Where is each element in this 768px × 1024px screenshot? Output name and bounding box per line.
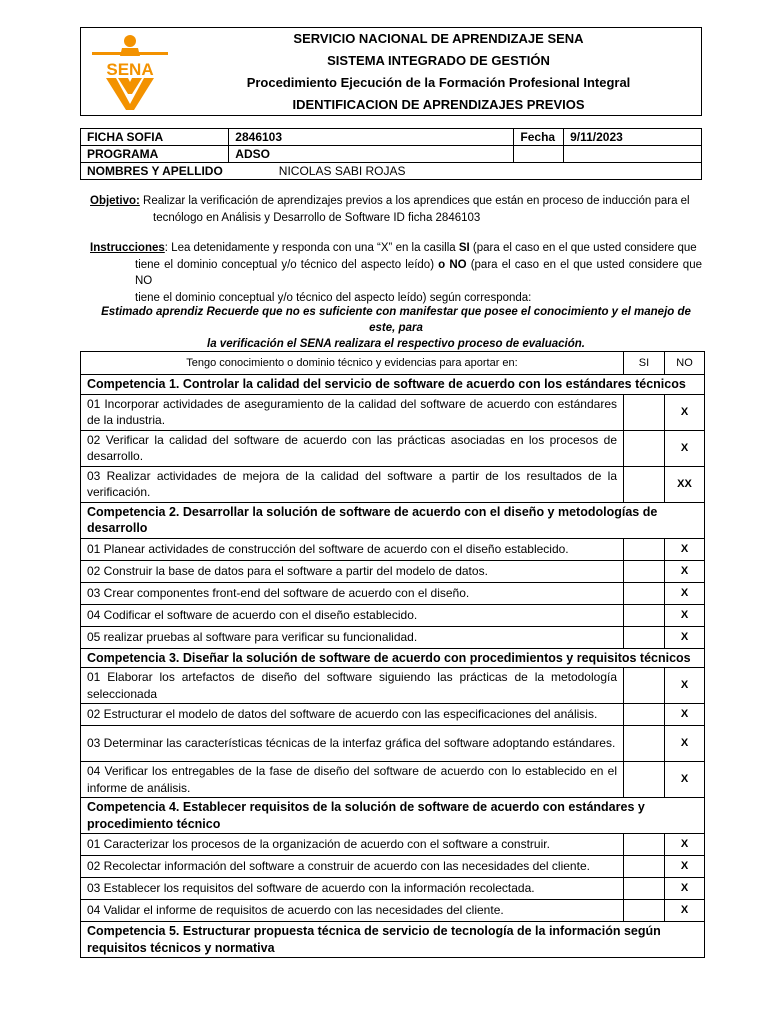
si-cell[interactable] <box>624 626 665 648</box>
programa-value[interactable]: ADSO <box>229 146 514 163</box>
competencia-2-title: Competencia 2. Desarrollar la solución de software de acuerdo con el diseño y metodologías de desarrollo <box>81 502 705 538</box>
objetivo-text-1: Realizar la verificación de aprendizajes previos a los aprendices que están en proceso de inducción para el <box>139 195 690 207</box>
item-text: 03 Crear componentes front-end del software de acuerdo con el diseño. <box>81 582 624 604</box>
si-cell[interactable] <box>624 834 665 856</box>
objetivo-paragraph <box>90 193 702 226</box>
no-cell[interactable]: X <box>665 856 705 878</box>
table-row <box>81 878 705 900</box>
fecha-value[interactable]: 9/11/2023 <box>564 129 702 146</box>
si-cell[interactable] <box>624 394 665 430</box>
no-cell[interactable]: X <box>665 834 705 856</box>
si-keyword: SI <box>458 242 470 254</box>
si-cell[interactable] <box>624 668 665 704</box>
nombres-value[interactable]: NICOLAS SABI ROJAS <box>229 163 702 180</box>
no-keyword: o NO <box>438 258 467 271</box>
si-cell[interactable] <box>624 726 665 762</box>
item-text: 01 Caracterizar los procesos de la organización de acuerdo con el software a construir. <box>81 834 624 856</box>
table-row <box>81 726 705 762</box>
item-text: 04 Validar el informe de requisitos de acuerdo con las necesidades del cliente. <box>81 900 624 922</box>
item-text: 01 Elaborar los artefactos de diseño del software siguiendo las prácticas de la metodología seleccionada <box>81 668 624 704</box>
si-cell[interactable] <box>624 762 665 798</box>
header-col-tengo: Tengo conocimiento o dominio técnico y evidencias para aportar en: <box>81 352 624 375</box>
info-row-programa <box>81 146 702 163</box>
competencia-1-title: Competencia 1. Controlar la calidad del servicio de software de acuerdo con los estándares técnicos <box>81 375 705 395</box>
table-header-row <box>81 352 705 375</box>
table-row <box>81 466 705 502</box>
competencia-row <box>81 922 705 958</box>
ficha-label: FICHA SOFIA <box>81 129 229 146</box>
info-table <box>80 128 702 180</box>
empty-cell <box>514 146 564 163</box>
item-text: 02 Verificar la calidad del software de acuerdo con las prácticas asociadas en los procesos de desarrollo. <box>81 430 624 466</box>
si-cell[interactable] <box>624 900 665 922</box>
si-cell[interactable] <box>624 704 665 726</box>
si-cell[interactable] <box>624 560 665 582</box>
item-text: 02 Recolectar información del software a construir de acuerdo con las necesidades del cliente. <box>81 856 624 878</box>
no-cell[interactable]: X <box>665 430 705 466</box>
table-row <box>81 430 705 466</box>
no-cell[interactable]: X <box>665 762 705 798</box>
empty-cell <box>564 146 702 163</box>
table-row <box>81 900 705 922</box>
item-text: 02 Construir la base de datos para el software a partir del modelo de datos. <box>81 560 624 582</box>
info-row-nombres <box>81 163 702 180</box>
competencia-row <box>81 798 705 834</box>
item-text: 04 Codificar el software de acuerdo con el diseño establecido. <box>81 604 624 626</box>
si-cell[interactable] <box>624 856 665 878</box>
instrucciones-text-4: (para el caso en el que usted considere que NO <box>135 258 702 287</box>
item-text: 03 Determinar las características técnicas de la interfaz gráfica del software adoptando estándares. <box>81 726 624 762</box>
table-row <box>81 856 705 878</box>
competencia-row <box>81 648 705 668</box>
table-row <box>81 626 705 648</box>
no-cell[interactable]: X <box>665 668 705 704</box>
info-row-ficha <box>81 129 702 146</box>
table-row <box>81 834 705 856</box>
header-line-4: IDENTIFICACION DE APRENDIZAJES PREVIOS <box>292 97 585 112</box>
si-cell[interactable] <box>624 604 665 626</box>
header-line-1: SERVICIO NACIONAL DE APRENDIZAJE SENA <box>293 31 584 46</box>
competencia-4-title: Competencia 4. Establecer requisitos de la solución de software de acuerdo con estándares y procedimiento técnico <box>81 798 705 834</box>
instrucciones-text-5: tiene el dominio conceptual y/o técnico del aspecto leído) según corresponda: <box>135 291 532 304</box>
aviso-line-2: la verificación el SENA realizara el respectivo proceso de evaluación. <box>207 338 585 350</box>
header-title-block <box>175 28 702 116</box>
table-row <box>81 582 705 604</box>
si-cell[interactable] <box>624 878 665 900</box>
aviso-line-1: Estimado aprendiz Recuerde que no es suficiente con manifestar que posee el conocimiento y el manejo de este, para <box>101 306 691 334</box>
item-text: 01 Incorporar actividades de aseguramiento de la calidad del software de acuerdo con estándares de la industria. <box>81 394 624 430</box>
table-row <box>81 604 705 626</box>
table-row <box>81 762 705 798</box>
item-text: 05 realizar pruebas al software para verificar su funcionalidad. <box>81 626 624 648</box>
competencia-row <box>81 502 705 538</box>
no-cell[interactable]: X <box>665 560 705 582</box>
si-cell[interactable] <box>624 538 665 560</box>
item-text: 03 Establecer los requisitos del software de acuerdo con la información recolectada. <box>81 878 624 900</box>
item-text: 01 Planear actividades de construcción del software de acuerdo con el diseño establecido. <box>81 538 624 560</box>
instrucciones-paragraph <box>90 240 702 306</box>
instrucciones-text-3: tiene el dominio conceptual y/o técnico del aspecto leído) <box>135 258 439 271</box>
no-cell[interactable]: X <box>665 604 705 626</box>
header-line-2: SISTEMA INTEGRADO DE GESTIÓN <box>327 53 550 68</box>
objetivo-text-2: tecnólogo en Análisis y Desarrollo de Software ID ficha 2846103 <box>153 211 481 224</box>
no-cell[interactable]: X <box>665 394 705 430</box>
si-cell[interactable] <box>624 430 665 466</box>
table-row <box>81 560 705 582</box>
header-col-no: NO <box>665 352 705 375</box>
no-cell[interactable]: X <box>665 726 705 762</box>
no-cell[interactable]: X <box>665 582 705 604</box>
table-row <box>81 668 705 704</box>
sena-logo <box>88 34 172 110</box>
si-cell[interactable] <box>624 466 665 502</box>
no-cell[interactable]: X <box>665 878 705 900</box>
no-cell[interactable]: XX <box>665 466 705 502</box>
nombres-label: NOMBRES Y APELLIDO <box>81 163 229 180</box>
header-col-si: SI <box>624 352 665 375</box>
programa-label: PROGRAMA <box>81 146 229 163</box>
item-text: 03 Realizar actividades de mejora de la calidad del software a partir de los resultados de la verificación. <box>81 466 624 502</box>
no-cell[interactable]: X <box>665 626 705 648</box>
competencia-row <box>81 375 705 395</box>
header-line-3: Procedimiento Ejecución de la Formación Profesional Integral <box>246 75 631 90</box>
objetivo-label: Objetivo: <box>90 195 140 207</box>
item-text: 02 Estructurar el modelo de datos del software de acuerdo con las especificaciones del análisis. <box>81 704 624 726</box>
competencia-5-title: Competencia 5. Estructurar propuesta técnica de servicio de tecnología de la información según requisitos técnicos y normativa <box>81 922 705 958</box>
table-row <box>81 538 705 560</box>
item-text: 04 Verificar los entregables de la fase de diseño del software de acuerdo con lo establecido en el informe de análisis. <box>81 762 624 798</box>
aviso-nota <box>88 304 704 352</box>
competencias-table <box>80 351 705 958</box>
si-cell[interactable] <box>624 582 665 604</box>
instrucciones-text-2: (para el caso en el que usted considere que <box>469 242 697 254</box>
table-row <box>81 394 705 430</box>
no-cell[interactable]: X <box>665 538 705 560</box>
instrucciones-label: Instrucciones <box>90 242 165 254</box>
sena-logo-text: SENA <box>106 60 154 79</box>
competencia-3-title: Competencia 3. Diseñar la solución de software de acuerdo con procedimientos y requisitos técnicos <box>81 648 705 668</box>
instrucciones-text-1: : Lea detenidamente y responda con una “X” en la casilla <box>164 242 459 254</box>
no-cell[interactable]: X <box>665 900 705 922</box>
ficha-value[interactable]: 2846103 <box>229 129 514 146</box>
no-cell[interactable]: X <box>665 704 705 726</box>
fecha-label: Fecha <box>514 129 564 146</box>
table-row <box>81 704 705 726</box>
